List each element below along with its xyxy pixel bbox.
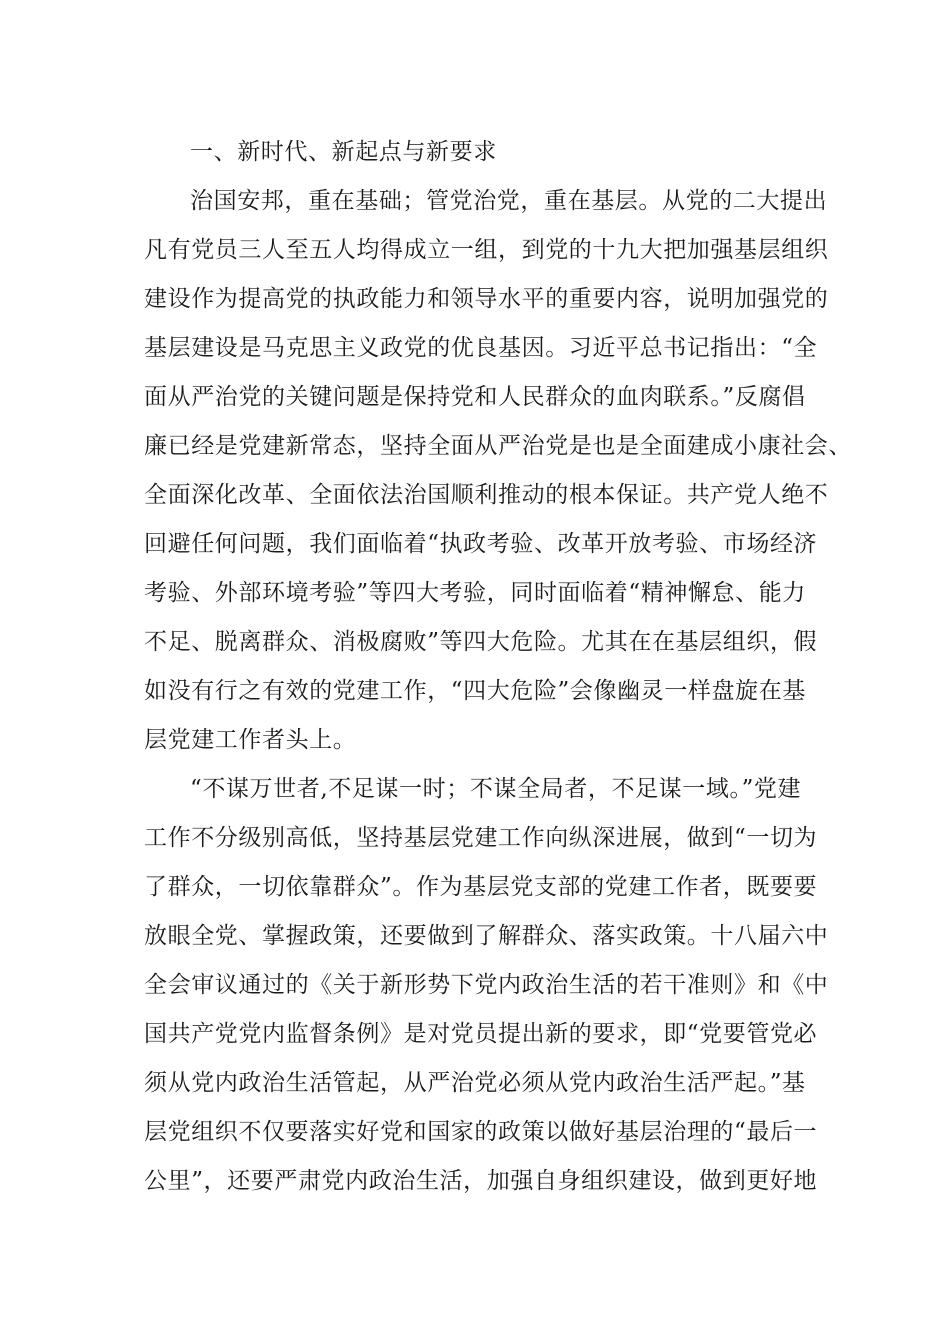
paragraph-line: 放眼全党、掌握政策，还要做到了解群众、落实政策。十八届六中 [144, 923, 829, 949]
paragraph-line: 廉已经是党建新常态，坚持全面从严治党是也是全面建成小康社会、 [144, 433, 852, 459]
paragraph-line: 全面深化改革、全面依法治国顺利推动的根本保证。共产党人绝不 [144, 482, 829, 508]
paragraph-line: 凡有党员三人至五人均得成立一组，到党的十九大把加强基层组织 [144, 237, 829, 263]
paragraph-line: 治国安邦，重在基础；管党治党，重在基层。从党的二大提出 [190, 188, 828, 214]
paragraph-line: 须从党内政治生活管起，从严治党必须从党内政治生活严起。”基 [144, 1070, 806, 1096]
paragraph-1 [144, 177, 852, 765]
paragraph-line: 层党建工作者头上。 [144, 727, 357, 753]
paragraph-2 [144, 765, 829, 1206]
paragraph-line: 了群众，一切依靠群众”。作为基层党支部的党建工作者，既要要 [144, 874, 818, 900]
paragraph-line: 国共产党党内监督条例》是对党员提出新的要求，即“党要管党必 [144, 1021, 818, 1047]
paragraph-line: 面从严治党的关键问题是保持党和人民群众的血肉联系。”反腐倡 [144, 384, 806, 410]
paragraph-line: “不谋万世者,不足谋一时；不谋全局者，不足谋一域。”党建 [190, 776, 802, 802]
paragraph-line: 不足、脱离群众、消极腐败”等四大危险。尤其在在基层组织，假 [144, 629, 818, 655]
paragraph-line: 全会审议通过的《关于新形势下党内政治生活的若干准则》和《中 [144, 972, 829, 998]
paragraph-line: 回避任何问题，我们面临着“执政考验、改革开放考验、市场经济 [144, 531, 818, 557]
section-heading: 一、新时代、新起点与新要求 [190, 139, 497, 165]
paragraph-line: 基层建设是马克思主义政党的优良基因。习近平总书记指出：“全 [144, 335, 818, 361]
paragraph-line: 工作不分级别高低，坚持基层党建工作向纵深进展，做到“一切为 [144, 825, 818, 851]
paragraph-line: 建设作为提高党的执政能力和领导水平的重要内容，说明加强党的 [144, 286, 829, 312]
paragraph-line: 公里”，还要严肃党内政治生活，加强自身组织建设，做到更好地 [144, 1168, 818, 1194]
paragraph-line: 层党组织不仅要落实好党和国家的政策以做好基层治理的“最后一 [144, 1119, 818, 1145]
paragraph-line: 如没有行之有效的党建工作，“四大危险”会像幽灵一样盘旋在基 [144, 678, 806, 704]
paragraph-line: 考验、外部环境考验”等四大考验，同时面临着“精神懈怠、能力 [144, 580, 806, 606]
